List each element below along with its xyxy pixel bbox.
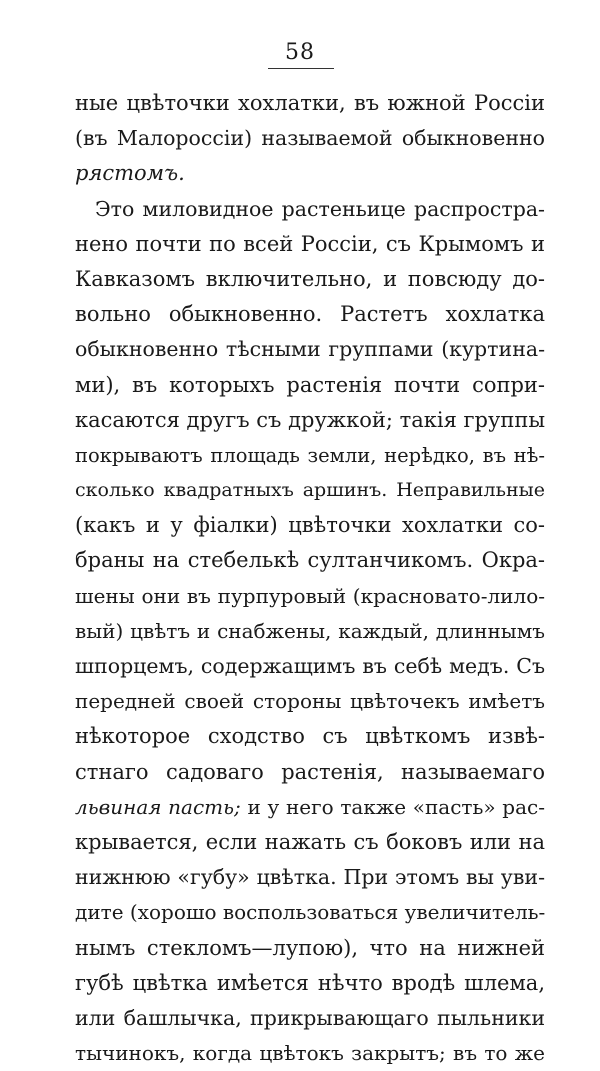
text-line: или башлычка, прикрывающаго пыльники	[75, 1005, 545, 1030]
text-line: Кавказомъ включительно, и повсюду до-	[75, 266, 545, 291]
text-line: тычинокъ, когда цвѣтокъ закрытъ; въ то же	[75, 1041, 545, 1066]
italic-term: львиная пасть;	[75, 794, 241, 819]
text-line: вольно обыкновенно. Растетъ хохлатка	[75, 302, 545, 327]
page-number-rule	[268, 68, 334, 69]
text-line: вый) цвѣтъ и снабжены, каждый, длиннымъ	[75, 618, 545, 643]
paragraph-start-line: Это миловидное растеньице распростра-	[95, 196, 545, 221]
text-line: шпорцемъ, содержащимъ въ себѣ медъ. Съ	[75, 654, 545, 678]
text-line: покрываютъ площадь земли, нерѣдко, въ нѣ-	[75, 443, 545, 467]
text-line: крывается, если нажать съ боковъ или на	[75, 829, 545, 854]
text-line: браны на стебелькѣ султанчикомъ. Окра-	[75, 548, 545, 573]
text-line: дите (хорошо воспользоваться увеличитель-	[75, 900, 545, 925]
text-line: губѣ цвѣтка имѣется нѣчто вродѣ шлема,	[75, 970, 545, 995]
text-line: касаются другъ съ дружкой; такія группы	[75, 407, 545, 432]
text-line: стнаго садоваго растенія, называемаго	[75, 759, 545, 784]
page-number: 58	[285, 40, 315, 65]
text-line: (въ Малороссіи) называемой обыкновенно	[75, 126, 545, 151]
text-line: ные цвѣточки хохлатки, въ южной Россіи	[75, 91, 545, 115]
text-line-remainder: и у него также «пасть» рас-	[240, 794, 545, 819]
text-line: нено почти по всей Россіи, съ Крымомъ и	[75, 231, 545, 256]
body-text	[75, 86, 545, 1071]
text-line: нымъ стекломъ—лупою), что на нижней	[75, 935, 545, 960]
text-line: обыкновенно тѣсными группами (куртина-	[75, 337, 545, 362]
text-line: нѣкоторое сходство съ цвѣткомъ извѣ-	[75, 724, 545, 749]
text-line: (какъ и у фіалки) цвѣточки хохлатки со-	[75, 513, 545, 538]
text-line: нижнюю «губу» цвѣтка. При этомъ вы уви-	[75, 865, 545, 890]
text-line-italic: рястомъ.	[75, 161, 185, 186]
text-line: шены они въ пурпуровый (красновато-лило-	[75, 583, 545, 608]
text-line-mixed	[75, 790, 545, 825]
text-line: ми), въ которыхъ растенія почти сопри-	[75, 372, 545, 397]
text-line: сколько квадратныхъ аршинъ. Неправильные	[75, 479, 545, 502]
text-line: передней своей стороны цвѣточекъ имѣетъ	[75, 689, 545, 714]
